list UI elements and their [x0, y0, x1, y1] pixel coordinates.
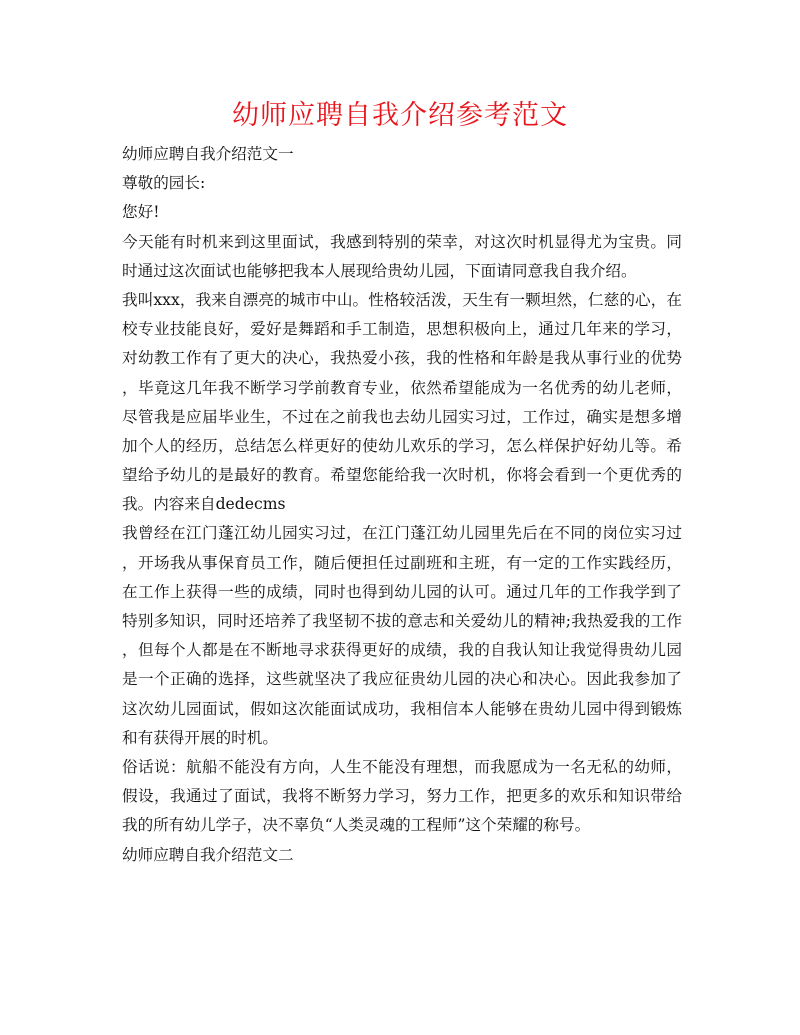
paragraph-line: 校专业技能良好，爱好是舞蹈和手工制造，思想积极向上，通过几年来的学习，	[122, 320, 682, 339]
paragraph-line: 对幼教工作有了更大的决心，我热爱小孩，我的性格和年龄是我从事行业的优势	[122, 349, 682, 368]
salutation: 尊敬的园长:	[122, 174, 206, 193]
paragraph-line: 假设，我通过了面试，我将不断努力学习，努力工作，把更多的欢乐和知识带给	[122, 787, 682, 806]
paragraph-line: ，开场我从事保育员工作，随后便担任过副班和主班，有一定的工作实践经历，	[122, 553, 682, 572]
paragraph-line: ，毕竟这几年我不断学习学前教育专业，依然希望能成为一名优秀的幼儿老师，	[122, 378, 682, 397]
paragraph-line: 加个人的经历，总结怎么样更好的使幼儿欢乐的学习，怎么样保护好幼儿等。希	[122, 436, 682, 455]
paragraph-line: 我。内容来自dedecms	[122, 495, 286, 514]
paragraph-line: 时通过这次面试也能够把我本人展现给贵幼儿园，下面请同意我自我介绍。	[122, 261, 637, 280]
paragraph-line: 俗话说：航船不能没有方向，人生不能没有理想，而我愿成为一名无私的幼师，	[122, 757, 682, 776]
paragraph-line: 今天能有时机来到这里面试，我感到特别的荣幸，对这次时机显得尤为宝贵。同	[122, 232, 682, 251]
paragraph-line: 我叫xxx，我来自漂亮的城市中山。性格较活泼，天生有一颗坦然，仁慈的心，在	[122, 290, 682, 309]
document-title: 幼师应聘自我介绍参考范文	[232, 100, 568, 131]
paragraph-line: 这次幼儿园面试，假如这次能面试成功，我相信本人能够在贵幼儿园中得到锻炼	[122, 699, 682, 718]
greeting: 您好!	[122, 203, 160, 222]
paragraph-line: 尽管我是应届毕业生，不过在之前我也去幼儿园实习过，工作过，确实是想多增	[122, 407, 682, 426]
paragraph-line: 是一个正确的选择，这些就坚决了我应征贵幼儿园的决心和决心。因此我参加了	[122, 670, 682, 689]
paragraph-line: 我曾经在江门蓬江幼儿园实习过，在江门蓬江幼儿园里先后在不同的岗位实习过	[122, 524, 682, 543]
document-body	[122, 140, 682, 870]
paragraph-line: 望给予幼儿的是最好的教育。希望您能给我一次时机，你将会看到一个更优秀的	[122, 466, 682, 485]
paragraph-line: 在工作上获得一些的成绩，同时也得到幼儿园的认可。通过几年的工作我学到了	[122, 582, 682, 601]
paragraph-line: 和有获得开展的时机。	[122, 728, 278, 747]
section-heading-1: 幼师应聘自我介绍范文一	[122, 145, 294, 163]
section-heading-2: 幼师应聘自我介绍范文二	[122, 845, 294, 864]
paragraph-line: 我的所有幼儿学子，决不辜负“人类灵魂的工程师”这个荣耀的称号。	[122, 816, 591, 835]
paragraph-line: 特别多知识，同时还培养了我坚韧不拔的意志和关爱幼儿的精神;我热爱我的工作	[122, 612, 682, 630]
paragraph-line: ，但每个人都是在不断地寻求获得更好的成绩，我的自我认知让我觉得贵幼儿园	[122, 641, 682, 660]
